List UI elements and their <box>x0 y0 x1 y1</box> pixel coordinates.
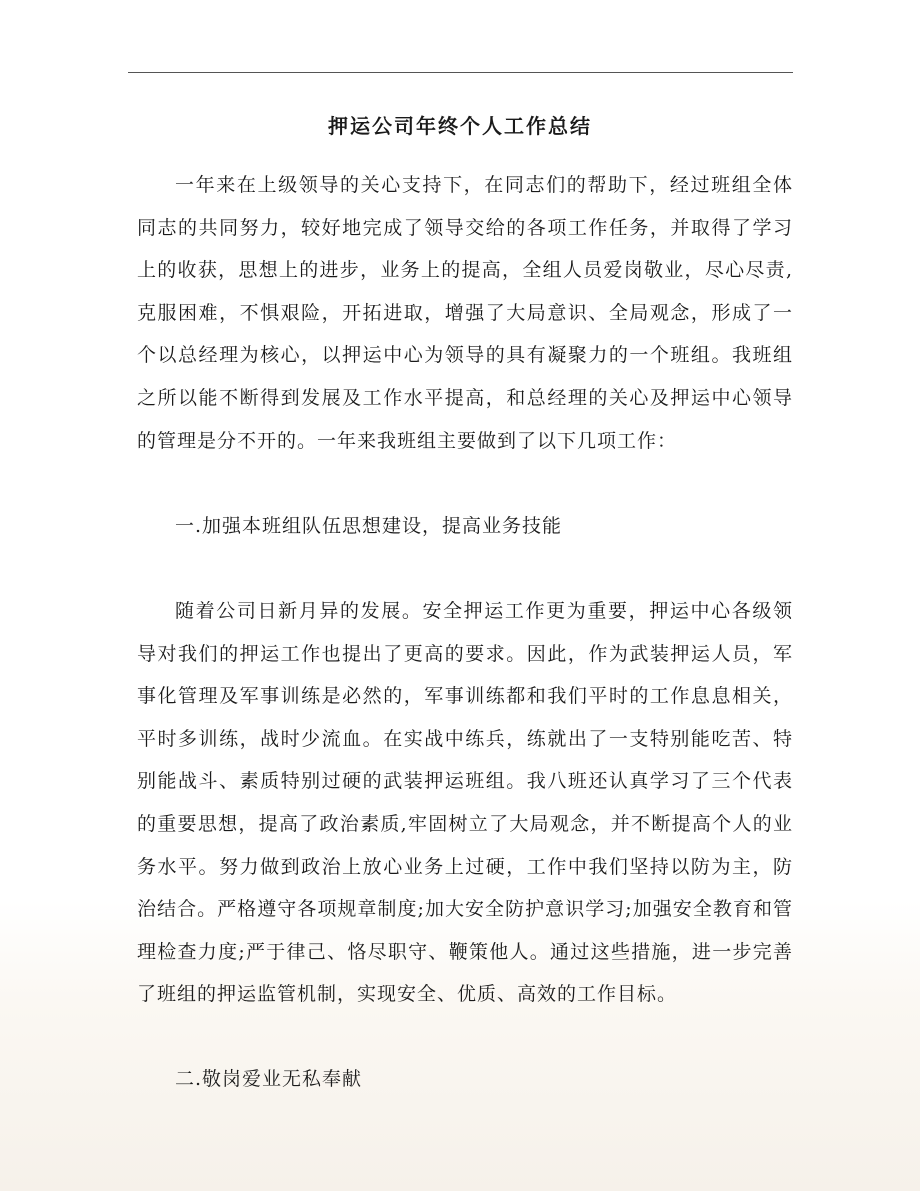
header-rule <box>128 72 793 73</box>
paragraph-spacer <box>137 1016 793 1059</box>
section-heading-1: 一.加强本班组队伍思想建设，提高业务技能 <box>175 514 563 537</box>
paragraph-spacer <box>137 462 793 505</box>
paragraph-spacer <box>137 547 793 590</box>
section-heading-2: 二.敬岗爱业无私奉献 <box>175 1068 363 1091</box>
paragraph-section-1: 随着公司日新月异的发展。安全押运工作更为重要，押运中心各级领导对我们的押运工作也提出了更高的要求。因此，作为武装押运人员，军事化管理及军事训练是必然的，军事训练都和我们平时的工作息息相关，平时多训练，战时少流血。在实战中练兵，练就出了一支特别能吃苦、特别能战斗、素质特别过硬的武装押运班组。我八班还认真学习了三个代表的重要思想，提高了政治素质,牢固树立了大局观念，并不断提高个人的业务水平。努力做到政治上放心业务上过硬，工作中我们坚持以防为主，防治结合。严格遵守各项规章制度;加大安全防护意识学习;加强安全教育和管理检查力度;严于律己、恪尽职守、鞭策他人。通过这些措施，进一步完善了班组的押运监管机制，实现安全、优质、高效的工作目标。 <box>137 599 793 1006</box>
document-title: 押运公司年终个人工作总结 <box>328 114 592 138</box>
document-body <box>137 164 793 1101</box>
paragraph-intro: 一年来在上级领导的关心支持下，在同志们的帮助下，经过班组全体同志的共同努力，较好地完成了领导交给的各项工作任务，并取得了学习上的收获，思想上的进步，业务上的提高，全组人员爱岗敬业，尽心尽责,克服困难，不惧艰险，开拓进取，增强了大局意识、全局观念，形成了一个以总经理为核心，以押运中心为领导的具有凝聚力的一个班组。我班组之所以能不断得到发展及工作水平提高，和总经理的关心及押运中心领导的管理是分不开的。一年来我班组主要做到了以下几项工作： <box>137 174 793 452</box>
